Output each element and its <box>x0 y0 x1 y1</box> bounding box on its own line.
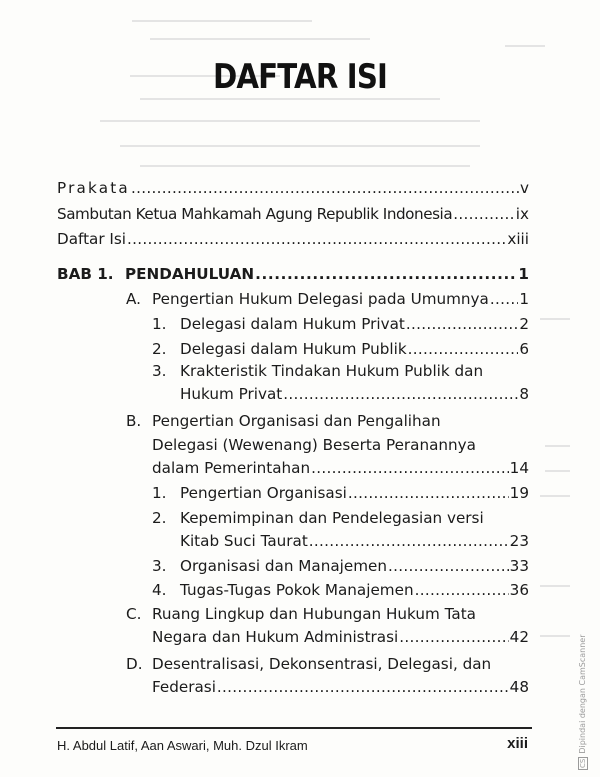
toc-entry-b3[interactable] <box>180 556 529 576</box>
bleed-through-mark <box>132 20 312 22</box>
scanner-watermark-text: Dipindai dengan CamScanner <box>578 634 587 754</box>
toc-entry-label: Hukum Privat <box>180 385 283 403</box>
toc-page-number: 14 <box>509 459 529 477</box>
bleed-through-mark <box>140 165 470 167</box>
section-marker: D. <box>126 655 143 673</box>
bleed-through-mark <box>505 45 545 47</box>
bleed-through-mark <box>545 470 570 472</box>
leader-dots <box>408 339 519 359</box>
toc-page-number: 33 <box>509 557 529 575</box>
toc-entry-a3[interactable] <box>180 384 529 404</box>
toc-entry-section-d[interactable] <box>152 677 529 697</box>
toc-page-number: 36 <box>509 581 529 599</box>
toc-entry-prakata[interactable] <box>57 178 529 198</box>
leader-dots <box>131 178 519 198</box>
bleed-through-mark <box>120 145 480 147</box>
toc-entry-a1[interactable] <box>180 314 529 334</box>
leader-dots <box>453 204 515 224</box>
camscanner-logo-icon: CS <box>579 758 587 768</box>
bleed-through-mark <box>150 38 370 40</box>
item-marker: 1. <box>152 315 167 333</box>
toc-entry-sambutan[interactable] <box>57 204 529 224</box>
leader-dots <box>283 384 518 404</box>
toc-entry-label: Delegasi dalam Hukum Publik <box>180 340 407 358</box>
toc-page-number: ix <box>515 205 529 223</box>
footer-page-number: xiii <box>507 735 528 752</box>
toc-page-number: xiii <box>507 230 529 248</box>
footer-divider <box>56 727 532 729</box>
chapter-title: PENDAHULUAN <box>125 265 255 283</box>
leader-dots <box>490 289 518 309</box>
toc-entry-label: Kitab Suci Taurat <box>180 532 308 550</box>
leader-dots <box>406 314 518 334</box>
item-marker: 2. <box>152 509 167 527</box>
item-marker: 1. <box>152 484 167 502</box>
bleed-through-mark <box>140 98 440 100</box>
toc-entry-label: Daftar Isi <box>57 230 127 248</box>
toc-entry-label: Pengertian Hukum Delegasi pada Umumnya <box>152 290 489 308</box>
toc-page-number: 1 <box>518 265 529 283</box>
leader-dots <box>399 627 508 647</box>
bleed-through-mark <box>100 120 480 122</box>
toc-entry-label: Krakteristik Tindakan Hukum Publik dan <box>180 362 484 380</box>
toc-entry-section-b[interactable] <box>152 458 529 478</box>
leader-dots <box>311 458 509 478</box>
toc-entry-label: Organisasi dan Manajemen <box>180 557 387 575</box>
toc-entry-label: Pengertian Organisasi dan Pengalihan <box>152 412 441 430</box>
bleed-through-mark <box>540 318 570 320</box>
leader-dots <box>255 264 517 284</box>
toc-entry-label: Negara dan Hukum Administrasi <box>152 628 399 646</box>
toc-entry-label: Kepemimpinan dan Pendelegasian versi <box>180 509 484 527</box>
leader-dots <box>388 556 509 576</box>
toc-entry-section-a[interactable] <box>152 289 529 309</box>
bleed-through-mark <box>540 495 570 497</box>
leader-dots <box>348 483 509 503</box>
toc-entry-section-c[interactable] <box>152 627 529 647</box>
section-marker: A. <box>126 290 141 308</box>
scanner-watermark <box>578 634 588 770</box>
toc-page-number: 6 <box>519 340 529 358</box>
item-marker: 4. <box>152 581 167 599</box>
toc-entry-label: dalam Pemerintahan <box>152 459 311 477</box>
toc-entry-daftar-isi[interactable] <box>57 229 529 249</box>
item-marker: 3. <box>152 362 167 380</box>
toc-entry-label: Delegasi dalam Hukum Privat <box>180 315 405 333</box>
toc-entry-chapter-1[interactable] <box>125 264 529 284</box>
leader-dots <box>309 531 509 551</box>
toc-entry-label: Delegasi (Wewenang) Beserta Peranannya <box>152 436 476 454</box>
toc-page-number: 42 <box>509 628 529 646</box>
leader-dots <box>127 229 506 249</box>
toc-page-number: 8 <box>519 385 529 403</box>
section-marker: C. <box>126 605 142 623</box>
toc-entry-label: Pengertian Organisasi <box>180 484 347 502</box>
toc-entry-label: Sambutan Ketua Mahkamah Agung Republik Indonesia <box>57 205 453 223</box>
section-marker: B. <box>126 412 142 430</box>
toc-entry-b1[interactable] <box>180 483 529 503</box>
toc-page-number: 48 <box>509 678 529 696</box>
item-marker: 2. <box>152 340 167 358</box>
page-title: DAFTAR ISI <box>212 57 388 97</box>
chapter-number: BAB 1. <box>57 265 114 283</box>
toc-page-number: 19 <box>509 484 529 502</box>
leader-dots <box>415 580 509 600</box>
toc-entry-b4[interactable] <box>180 580 529 600</box>
bleed-through-mark <box>540 635 570 637</box>
toc-entry-label: Federasi <box>152 678 216 696</box>
toc-entry-label: Ruang Lingkup dan Hubungan Hukum Tata <box>152 605 476 623</box>
toc-page-number: 2 <box>519 315 529 333</box>
toc-entry-label: Prakata <box>57 179 130 197</box>
toc-entry-b2[interactable] <box>180 531 529 551</box>
footer-authors: H. Abdul Latif, Aan Aswari, Muh. Dzul Ikram <box>57 738 308 753</box>
toc-entry-label: Desentralisasi, Dekonsentrasi, Delegasi, dan <box>152 655 492 673</box>
toc-entry-label: Tugas-Tugas Pokok Manajemen <box>180 581 414 599</box>
bleed-through-mark <box>540 585 570 587</box>
toc-page-number: v <box>520 179 529 197</box>
leader-dots <box>217 677 509 697</box>
toc-page-number: 23 <box>509 532 529 550</box>
item-marker: 3. <box>152 557 167 575</box>
toc-entry-a2[interactable] <box>180 339 529 359</box>
toc-page-number: 1 <box>519 290 529 308</box>
bleed-through-mark <box>545 445 570 447</box>
